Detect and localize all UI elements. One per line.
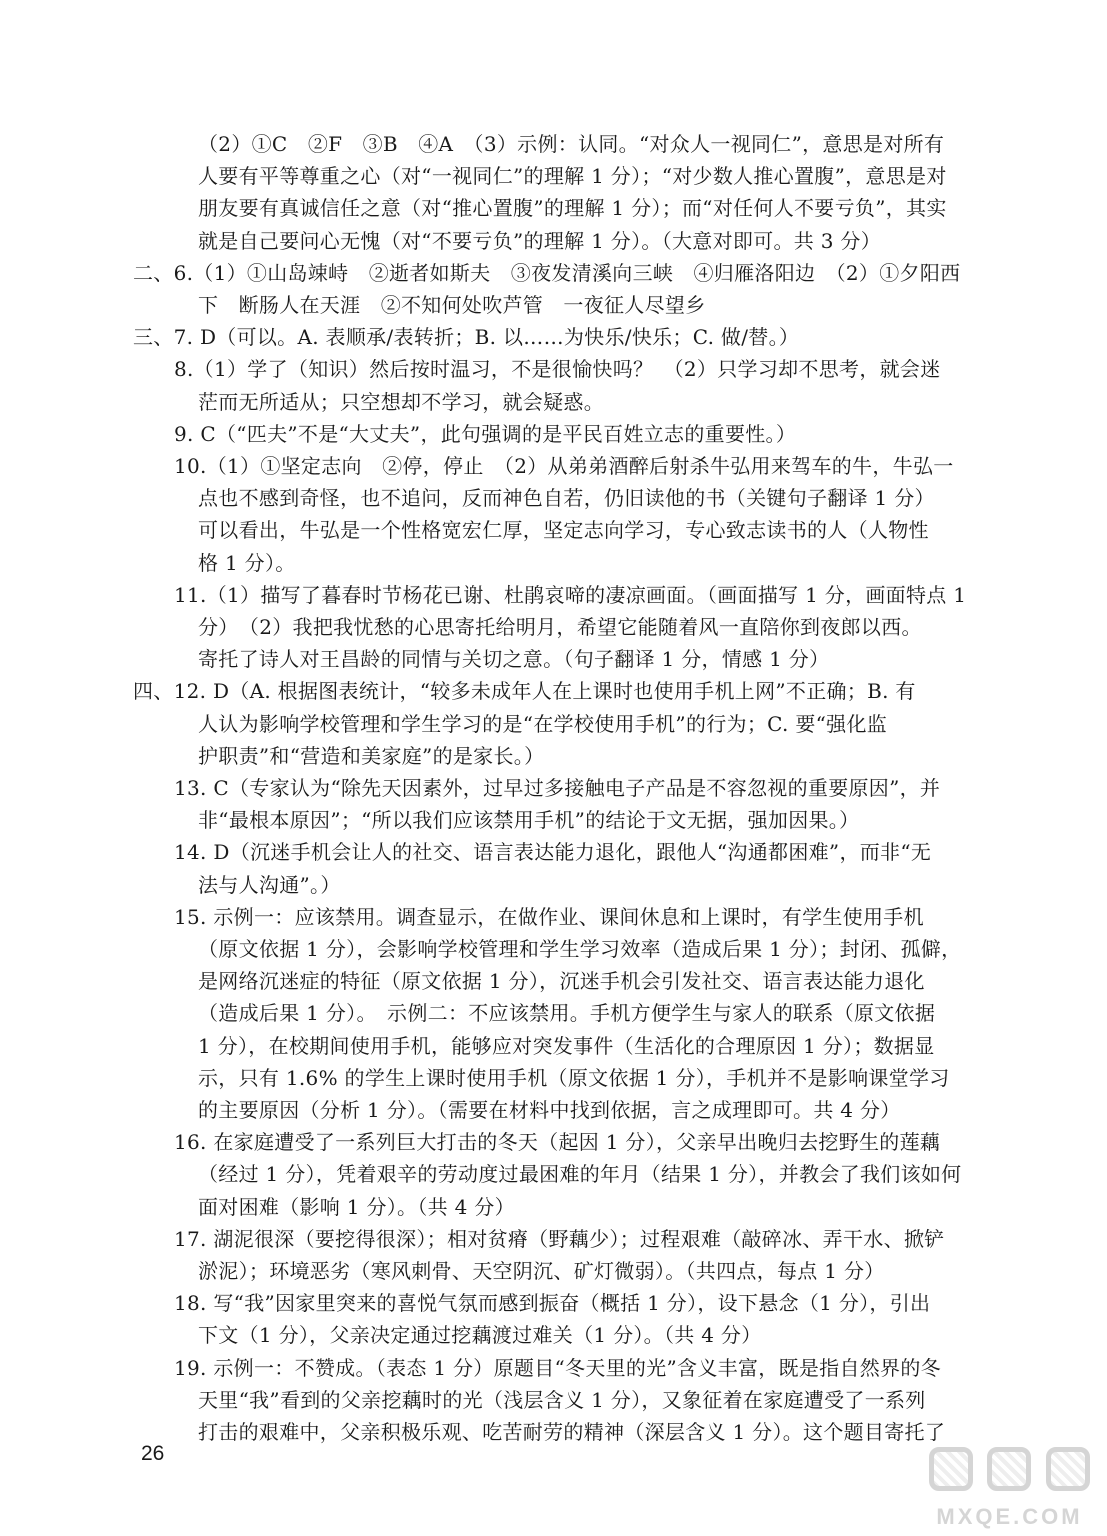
text-line: （造成后果 1 分）。 示例二：不应该禁用。手机方便学生与家人的联系（原文依据	[198, 1001, 936, 1025]
text-line: 三、7. D（可以。A. 表顺承/表转折；B. 以……为快乐/快乐；C. 做/替。）	[133, 325, 800, 349]
text-line: 17. 湖泥很深（要挖得很深）；相对贫瘠（野藕少）；过程艰难（敲碎冰、弄干水、掀铲	[174, 1227, 945, 1251]
text-line: 打击的艰难中，父亲积极乐观、吃苦耐劳的精神（深层含义 1 分）。这个题目寄托了	[198, 1420, 946, 1444]
text-line: 非“最根本原因”；“所以我们应该禁用手机”的结论于文无据，强加因果。）	[198, 808, 860, 832]
text-line: 下文（1 分），父亲决定通过挖藕渡过难关（1 分）。（共 4 分）	[198, 1323, 762, 1347]
watermark	[922, 1442, 1097, 1530]
text-line: 法与人沟通”。）	[198, 873, 341, 897]
text-line: 11.（1）描写了暮春时节杨花已谢、杜鹃哀啼的凄凉画面。（画面描写 1 分，画面特点 1	[174, 583, 967, 607]
text-line: 二、6.（1）①山岛竦峙 ②逝者如斯夫 ③夜发清溪向三峡 ④归雁洛阳边 （2）①夕阳西	[133, 261, 961, 285]
text-line: 茫而无所适从；只空想却不学习，就会疑惑。	[198, 390, 604, 414]
answer-logo-icon	[922, 1442, 1097, 1496]
text-line: 淤泥）；环境恶劣（寒风刺骨、天空阴沉、矿灯微弱）。（共四点，每点 1 分）	[198, 1259, 885, 1283]
text-line: 人认为影响学校管理和学生学习的是“在学校使用手机”的行为；C. 要“强化监	[198, 712, 888, 736]
text-line: 15. 示例一：应该禁用。调查显示，在做作业、课间休息和上课时，有学生使用手机	[174, 905, 924, 929]
text-line: 朋友要有真诚信任之意（对“推心置腹”的理解 1 分）；而“对任何人不要亏负”，其实	[198, 196, 947, 220]
text-line: （2）①C ②F ③B ④A （3）示例：认同。“对众人一视同仁”，意思是对所有	[198, 132, 945, 156]
watermark-text: MXQE.COM	[936, 1504, 1083, 1529]
text-line: 下 断肠人在天涯 ②不知何处吹芦管 一夜征人尽望乡	[198, 293, 706, 317]
text-line: 10.（1）①坚定志向 ②停，停止 （2）从弟弟酒醉后射杀牛弘用来驾车的牛，牛弘一	[174, 454, 954, 478]
text-line: 是网络沉迷症的特征（原文依据 1 分），沉迷手机会引发社交、语言表达能力退化	[198, 969, 925, 993]
text-line: 14. D（沉迷手机会让人的社交、语言表达能力退化，跟他人“沟通都困难”，而非“无	[174, 840, 932, 864]
text-line: 16. 在家庭遭受了一系列巨大打击的冬天（起因 1 分），父亲早出晚归去挖野生的莲藕	[174, 1130, 941, 1154]
text-line: 护职责”和“营造和美家庭”的是家长。）	[198, 744, 545, 768]
text-line: 可以看出，牛弘是一个性格宽宏仁厚，坚定志向学习，专心致志读书的人（人物性	[198, 518, 929, 542]
text-line: 8.（1）学了（知识）然后按时温习，不是很愉快吗？ （2）只学习却不思考，就会迷	[174, 357, 941, 381]
page-number: 26	[141, 1442, 165, 1465]
text-line: 天里“我”看到的父亲挖藕时的光（浅层含义 1 分），又象征着在家庭遭受了一系列	[198, 1388, 926, 1412]
text-line: 9. C（“匹夫”不是“大丈夫”，此句强调的是平民百姓立志的重要性。）	[174, 422, 797, 446]
text-line: 19. 示例一：不赞成。（表态 1 分）原题目“冬天里的光”含义丰富，既是指自然界的冬	[174, 1356, 941, 1380]
text-line: 四、12. D（A. 根据图表统计，“较多未成年人在上课时也使用手机上网”不正确；B. 有	[133, 679, 916, 703]
text-line: 分） （2）我把我忧愁的心思寄托给明月，希望它能随着风一直陪你到夜郎以西。	[198, 615, 922, 639]
text-line: 18. 写“我”因家里突来的喜悦气氛而感到振奋（概括 1 分），设下悬念（1 分），引出	[174, 1291, 931, 1315]
text-line: 格 1 分）。	[198, 551, 296, 575]
text-line: 1 分），在校期间使用手机，能够应对突发事件（生活化的合理原因 1 分）；数据显	[198, 1034, 935, 1058]
text-line: （原文依据 1 分），会影响学校管理和学生学习效率（造成后果 1 分）；封闭、孤僻，	[198, 937, 962, 961]
text-line: 面对困难（影响 1 分）。（共 4 分）	[198, 1195, 515, 1219]
text-line: （经过 1 分），凭着艰辛的劳动度过最困难的年月（结果 1 分），并教会了我们该如何	[198, 1162, 962, 1186]
text-line: 寄托了诗人对王昌龄的同情与关切之意。（句子翻译 1 分，情感 1 分）	[198, 647, 830, 671]
text-line: 示，只有 1.6% 的学生上课时使用手机（原文依据 1 分），手机并不是影响课堂学习	[198, 1066, 950, 1090]
text-line: 就是自己要问心无愧（对“不要亏负”的理解 1 分）。（大意对即可。共 3 分）	[198, 229, 882, 253]
text-line: 13. C（专家认为“除先天因素外，过早过多接触电子产品是不容忽视的重要原因”，并	[174, 776, 941, 800]
text-line: 的主要原因（分析 1 分）。（需要在材料中找到依据，言之成理即可。共 4 分）	[198, 1098, 901, 1122]
text-line: 点也不感到奇怪，也不追问，反而神色自若，仍旧读他的书（关键句子翻译 1 分）	[198, 486, 935, 510]
text-line: 人要有平等尊重之心（对“一视同仁”的理解 1 分）；“对少数人推心置腹”，意思是对	[198, 164, 947, 188]
